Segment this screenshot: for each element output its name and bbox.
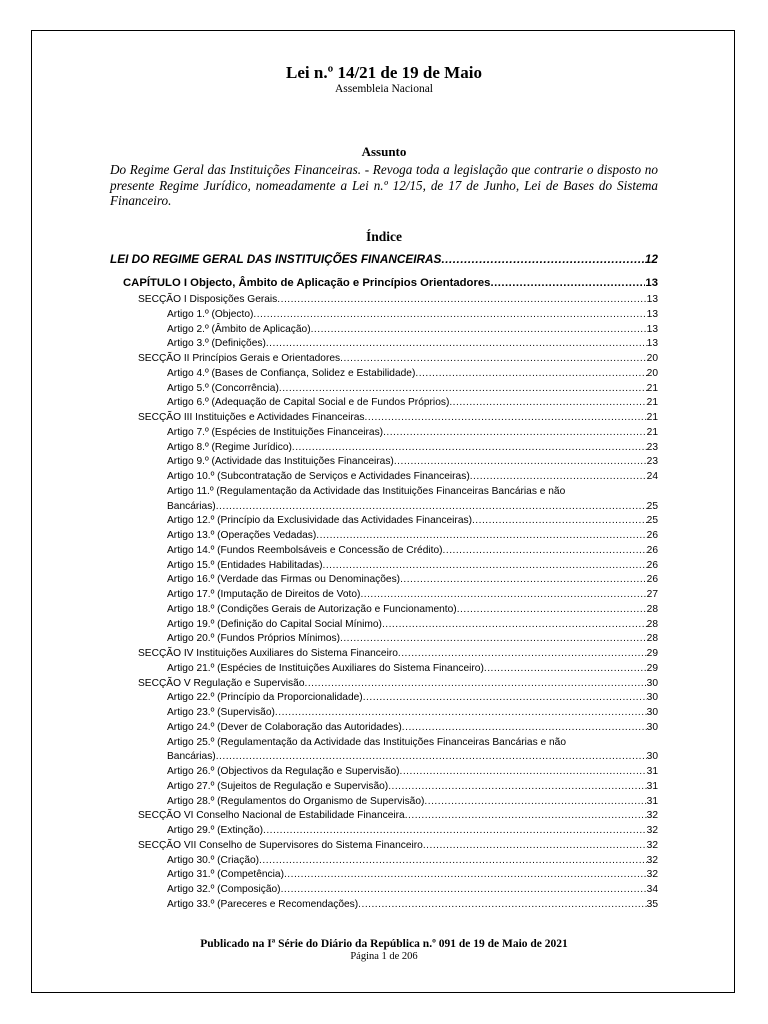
toc-entry-page: 21 bbox=[646, 397, 658, 409]
toc-leader-dots bbox=[415, 367, 646, 381]
toc-entry-page: 13 bbox=[646, 338, 658, 350]
toc-article-entry[interactable] bbox=[167, 573, 658, 587]
toc-leader-dots bbox=[216, 500, 647, 514]
toc-entry-label: Artigo 26.º (Objectivos da Regulação e Supervisão) bbox=[167, 766, 400, 777]
toc-entry-label: SECÇÃO VII Conselho de Supervisores do Sistema Financeiro bbox=[138, 839, 423, 851]
toc-section-entry[interactable] bbox=[138, 647, 658, 661]
toc-entry-page: 20 bbox=[646, 367, 658, 379]
toc-leader-dots bbox=[490, 275, 645, 291]
toc-article-entry[interactable] bbox=[167, 780, 658, 794]
toc-article-entry[interactable] bbox=[167, 426, 658, 440]
toc-part-label: LEI DO REGIME GERAL DAS INSTITUIÇÕES FINANCEIRAS bbox=[110, 252, 442, 266]
toc-entry-page: 30 bbox=[646, 707, 658, 718]
toc-article-entry[interactable] bbox=[167, 706, 658, 720]
toc-entry-page: 31 bbox=[646, 780, 658, 792]
toc-entry-page: 30 bbox=[646, 692, 658, 704]
page-number: Página 1 de 206 bbox=[350, 951, 418, 962]
toc-entry-label: SECÇÃO VI Conselho Nacional de Estabilidade Financeira bbox=[138, 810, 405, 822]
toc-leader-dots bbox=[322, 559, 646, 573]
toc-entry-page: 13 bbox=[646, 323, 658, 335]
toc-entry-label: Artigo 13.º (Operações Vedadas) bbox=[167, 530, 317, 541]
toc-entry-page: 28 bbox=[646, 633, 658, 645]
toc-entry-page: 30 bbox=[646, 721, 658, 733]
toc-article-entry[interactable] bbox=[167, 721, 658, 735]
toc-entry-label: Bancárias) bbox=[167, 500, 216, 512]
toc-entry-label: Artigo 1.º (Objecto) bbox=[167, 308, 254, 320]
toc-entry-page: 29 bbox=[646, 648, 658, 659]
toc-article-entry[interactable] bbox=[167, 883, 658, 897]
toc-section-entry[interactable] bbox=[138, 293, 658, 307]
toc-entry-page: 26 bbox=[646, 559, 658, 571]
toc-leader-dots bbox=[340, 632, 647, 646]
toc-article-entry[interactable] bbox=[167, 544, 658, 558]
toc-entry-page: 21 bbox=[646, 426, 658, 438]
toc-entry-label: Artigo 27.º (Sujeitos de Regulação e Supervisão) bbox=[167, 780, 389, 792]
toc-entry-label: Artigo 8.º (Regime Jurídico) bbox=[167, 441, 292, 453]
toc-leader-dots bbox=[365, 411, 647, 425]
toc-article-entry[interactable] bbox=[167, 337, 658, 351]
toc-leader-dots bbox=[457, 603, 647, 617]
toc-article-entry[interactable] bbox=[167, 396, 658, 410]
toc-entry-label: Artigo 15.º (Entidades Habilitadas) bbox=[167, 559, 323, 571]
toc-entry-page: 32 bbox=[646, 839, 658, 851]
toc-leader-dots bbox=[340, 352, 647, 366]
toc-leader-dots bbox=[400, 765, 647, 779]
toc-entry-page: 20 bbox=[646, 353, 658, 364]
toc-leader-dots bbox=[398, 647, 647, 661]
toc-entry-label: Artigo 29.º (Extinção) bbox=[167, 825, 264, 836]
toc-entry-label: Artigo 32.º (Composição) bbox=[167, 884, 281, 895]
toc-entry-label: Artigo 3.º (Definições) bbox=[167, 338, 266, 350]
toc-entry-label: Artigo 10.º (Subcontratação de Serviços e Actividades Financeiras) bbox=[167, 471, 470, 482]
toc-leader-dots bbox=[443, 544, 647, 558]
toc-leader-dots bbox=[388, 780, 646, 794]
toc-leader-dots bbox=[358, 898, 647, 912]
toc-leader-dots bbox=[275, 706, 647, 720]
toc-entry-label: Artigo 16.º (Verdade das Firmas ou Denominações) bbox=[167, 574, 401, 586]
toc-entry-label: Artigo 14.º (Fundos Reembolsáveis e Concessão de Crédito) bbox=[167, 544, 443, 556]
toc-article-entry[interactable] bbox=[167, 603, 658, 617]
toc-article-entry[interactable] bbox=[167, 367, 658, 381]
toc-article-entry[interactable] bbox=[167, 662, 658, 676]
toc-article-entry[interactable] bbox=[167, 868, 658, 882]
toc-entry-label: Artigo 20.º (Fundos Próprios Mínimos) bbox=[167, 633, 341, 645]
toc-leader-dots bbox=[423, 839, 647, 853]
toc-chapter-page: 13 bbox=[645, 277, 658, 289]
document-title: Lei n.º 14/21 de 19 de Maio bbox=[286, 63, 482, 82]
toc-entry-page: 23 bbox=[646, 456, 658, 468]
toc-section-entry[interactable] bbox=[138, 809, 658, 823]
toc-entry-label: Artigo 7.º (Espécies de Instituições Financeiras) bbox=[167, 426, 384, 438]
toc-leader-dots bbox=[284, 868, 647, 882]
toc-section-entry[interactable] bbox=[138, 677, 658, 691]
toc-leader-dots bbox=[449, 396, 646, 410]
toc-article-entry[interactable] bbox=[167, 470, 658, 484]
toc-article-entry[interactable] bbox=[167, 765, 658, 779]
toc-entry-label: SECÇÃO III Instituições e Actividades Financeiras bbox=[138, 412, 365, 423]
toc-entry-wrapped-line: Artigo 25.º (Regulamentação da Actividade das Instituições Financeiras Bancárias e não bbox=[167, 736, 566, 748]
toc-leader-dots bbox=[292, 441, 647, 455]
toc-chapter-label: CAPÍTULO I Objecto, Âmbito de Aplicação e Princípios Orientadores bbox=[123, 277, 491, 289]
toc-entry-label: SECÇÃO V Regulação e Supervisão bbox=[138, 677, 305, 689]
toc-article-entry[interactable] bbox=[167, 750, 658, 764]
document-issuer: Assembleia Nacional bbox=[334, 83, 434, 95]
toc-entry-page: 26 bbox=[646, 574, 658, 586]
toc-entry-label: Artigo 31.º (Competência) bbox=[167, 869, 284, 881]
toc-entry-wrapped-line: Artigo 11.º (Regulamentação da Actividade das Instituições Financeiras Bancárias e não bbox=[167, 485, 566, 497]
toc-entry-label: Artigo 28.º (Regulamentos do Organismo de Supervisão) bbox=[167, 795, 425, 807]
toc-part-page: 12 bbox=[644, 252, 658, 266]
toc-entry-page: 25 bbox=[646, 515, 658, 527]
toc-leader-dots bbox=[382, 618, 647, 632]
toc-entry-label: Artigo 19.º (Definição do Capital Social Mínimo) bbox=[167, 618, 382, 630]
toc-leader-dots bbox=[277, 293, 646, 307]
toc-entry-label: Artigo 9.º (Actividade das Instituições Financeiras) bbox=[167, 456, 394, 468]
toc-leader-dots bbox=[304, 677, 646, 691]
toc-article-entry[interactable] bbox=[167, 308, 658, 322]
toc-entry-label: Artigo 30.º (Criação) bbox=[167, 854, 260, 866]
toc-entry-page: 27 bbox=[646, 589, 658, 600]
toc-leader-dots bbox=[266, 337, 647, 351]
toc-article-entry[interactable] bbox=[167, 588, 658, 602]
toc-entry-page: 32 bbox=[646, 810, 658, 822]
toc-leader-dots bbox=[400, 573, 647, 587]
toc-entry-label: SECÇÃO IV Instituições Auxiliares do Sistema Financeiro bbox=[138, 648, 398, 659]
toc-entry-page: 35 bbox=[646, 898, 658, 910]
toc-leader-dots bbox=[311, 323, 647, 337]
toc-leader-dots bbox=[263, 824, 647, 838]
toc-article-entry[interactable] bbox=[167, 632, 658, 646]
toc-entry-page: 21 bbox=[646, 382, 658, 394]
toc-entry-page: 30 bbox=[646, 677, 658, 689]
toc-entry-label: Artigo 24.º (Dever de Colaboração das Autoridades) bbox=[167, 721, 402, 733]
toc-entry-page: 26 bbox=[646, 530, 658, 541]
toc-entry-label: Artigo 5.º (Concorrência) bbox=[167, 382, 279, 394]
toc-entry-label: Artigo 12.º (Princípio da Exclusividade das Actividades Financeiras) bbox=[167, 515, 472, 527]
toc-leader-dots bbox=[405, 809, 647, 823]
toc-entry-label: Artigo 6.º (Adequação de Capital Social e de Fundos Próprios) bbox=[167, 397, 450, 409]
toc-entry-label: Artigo 4.º (Bases de Confiança, Solidez e Estabilidade) bbox=[167, 367, 416, 379]
toc-leader-dots bbox=[383, 426, 647, 440]
toc-leader-dots bbox=[472, 514, 647, 528]
toc-article-entry[interactable] bbox=[167, 529, 658, 543]
toc-entry-page: 28 bbox=[646, 603, 658, 615]
toc-leader-dots bbox=[402, 721, 647, 735]
toc-entry-page: 31 bbox=[646, 795, 658, 807]
toc-article-entry[interactable] bbox=[167, 559, 658, 573]
toc-entry-label: Artigo 22.º (Princípio da Proporcionalidade) bbox=[167, 692, 363, 704]
toc-section-entry[interactable] bbox=[138, 839, 658, 853]
toc-entry-page: 28 bbox=[646, 618, 658, 630]
toc-entry-page: 21 bbox=[646, 412, 658, 423]
toc-leader-dots bbox=[360, 588, 646, 602]
toc-article-entry[interactable] bbox=[167, 795, 658, 809]
toc-entry-page: 34 bbox=[646, 884, 658, 895]
toc-entry-label: Artigo 18.º (Condições Gerais de Autorização e Funcionamento) bbox=[167, 603, 457, 615]
toc-article-entry[interactable] bbox=[167, 441, 658, 455]
toc-article-entry[interactable] bbox=[167, 854, 658, 868]
toc-article-entry[interactable] bbox=[167, 382, 658, 396]
toc-section-entry[interactable] bbox=[138, 411, 658, 425]
toc-entry-page: 29 bbox=[646, 662, 658, 674]
toc-entry-label: SECÇÃO II Princípios Gerais e Orientadores bbox=[138, 353, 341, 364]
toc-article-entry[interactable] bbox=[167, 898, 658, 912]
toc-entry-page: 24 bbox=[646, 471, 658, 482]
toc-entry-page: 23 bbox=[646, 441, 658, 453]
toc-entry-page: 32 bbox=[646, 854, 658, 866]
toc-leader-dots bbox=[363, 691, 647, 705]
toc-leader-dots bbox=[424, 795, 646, 809]
index-heading: Índice bbox=[365, 229, 402, 244]
toc-entry-page: 25 bbox=[646, 500, 658, 512]
toc-part-entry[interactable] bbox=[110, 251, 658, 267]
publication-note: Publicado na Iª Série do Diário da República n.º 091 de 19 de Maio de 2021 bbox=[200, 938, 568, 950]
toc-entry-label: Bancárias) bbox=[167, 751, 216, 763]
toc-entry-page: 32 bbox=[646, 869, 658, 881]
toc-leader-dots bbox=[441, 251, 644, 267]
toc-article-entry[interactable] bbox=[167, 500, 658, 514]
toc-entry-label: Artigo 33.º (Pareceres e Recomendações) bbox=[167, 898, 359, 910]
toc-leader-dots bbox=[253, 308, 646, 322]
toc-leader-dots bbox=[216, 750, 647, 764]
toc-leader-dots bbox=[281, 883, 647, 897]
toc-entry-page: 26 bbox=[646, 544, 658, 556]
toc-entry-label: Artigo 2.º (Âmbito de Aplicação) bbox=[167, 323, 311, 335]
toc-leader-dots bbox=[259, 854, 647, 868]
toc-article-entry[interactable] bbox=[167, 691, 658, 705]
toc-entry-page: 13 bbox=[646, 308, 658, 320]
toc-section-entry[interactable] bbox=[138, 352, 658, 366]
toc-entry-label: SECÇÃO I Disposições Gerais bbox=[138, 294, 278, 305]
toc-entry-page: 13 bbox=[646, 294, 658, 305]
toc-leader-dots bbox=[279, 382, 647, 396]
toc-entry-label: Artigo 23.º (Supervisão) bbox=[167, 707, 275, 718]
assunto-text: Do Regime Geral das Instituições Financeiras. - Revoga toda a legislação que contrarie o disposto no presente Regime Jurídico, nomeadamente a Lei n.º 12/15, de 17 de Junho, Lei de Bases do Sistema Financeiro. bbox=[110, 162, 658, 208]
toc-article-entry[interactable] bbox=[167, 455, 658, 469]
toc-entry-page: 31 bbox=[646, 766, 658, 777]
toc-article-entry[interactable] bbox=[167, 618, 658, 632]
toc-article-entry[interactable] bbox=[167, 514, 658, 528]
toc-article-entry[interactable] bbox=[167, 323, 658, 337]
toc-leader-dots bbox=[470, 470, 647, 484]
toc-entry-label: Artigo 17.º (Imputação de Direitos de Voto) bbox=[167, 589, 361, 600]
toc-leader-dots bbox=[394, 455, 647, 469]
toc-entry-label: Artigo 21.º (Espécies de Instituições Auxiliares do Sistema Financeiro) bbox=[167, 662, 484, 674]
toc-leader-dots bbox=[484, 662, 647, 676]
toc-chapter-entry[interactable] bbox=[123, 275, 658, 291]
toc-entry-page: 32 bbox=[646, 825, 658, 836]
toc-article-entry[interactable] bbox=[167, 824, 658, 838]
toc-entry-page: 30 bbox=[646, 751, 658, 763]
toc-leader-dots bbox=[316, 529, 646, 543]
assunto-heading: Assunto bbox=[361, 144, 407, 159]
